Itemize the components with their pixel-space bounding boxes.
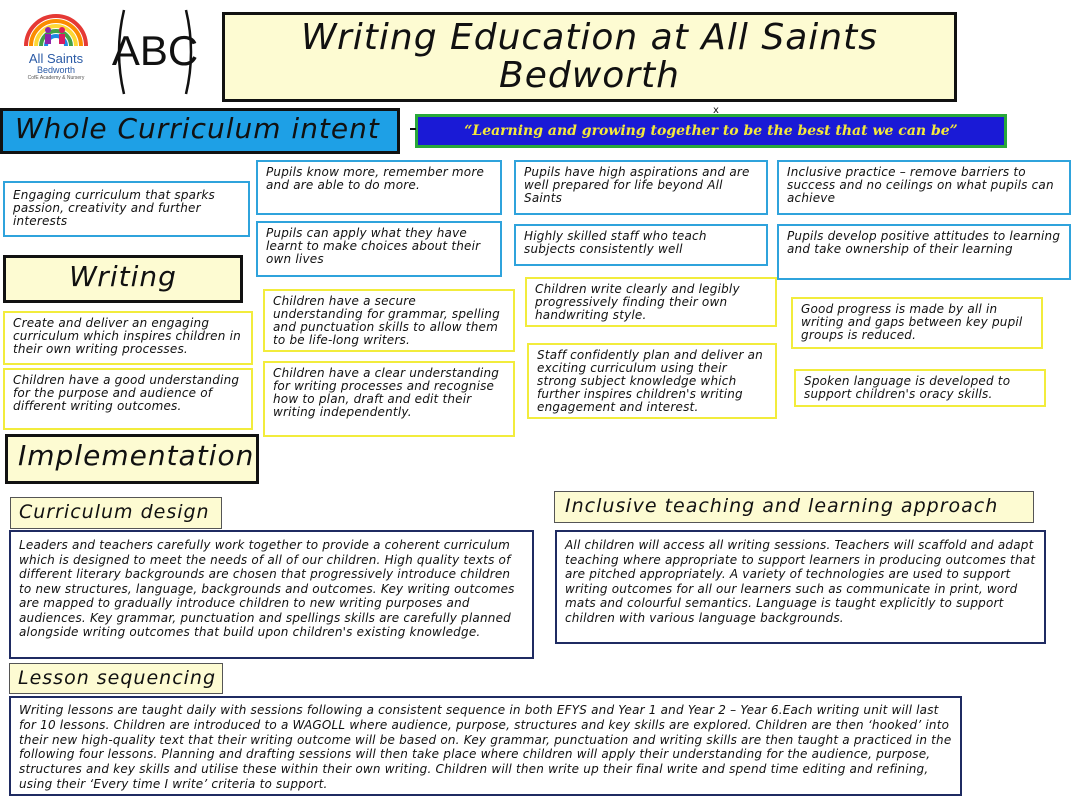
writing-heading: Writing [3, 255, 243, 303]
curriculum-design-text: Leaders and teachers carefully work together to provide a coherent curriculum which is designed to meet the needs of all of our children. High quality texts of different literary backgrounds are chosen that progressively introduce children to new structures, language, backgrounds and outcomes. Key writing outcomes are mapped to gradually introduce children to new writing purposes and audiences. Key grammar, punctuation and spellings skills are carefully planned alongside writing outcomes that build upon children's existing knowledge. [9, 530, 534, 659]
inclusive-text: All children will access all writing sessions. Teachers will scaffold and adapt teaching where appropriate to support learners in producing outcomes that are pitched appropriately. A variety of technologies are used to support writing outcomes for all our learners such as communicate in print, word mats and colourful semantics. Language is taught explicitly to support children with various language backgrounds. [555, 530, 1046, 644]
writing-point: Create and deliver an engaging curriculum which inspires children in their own writing processes. [3, 311, 253, 365]
school-logo [18, 8, 94, 88]
writing-point: Children have a good understanding for the purpose and audience of different writing outcomes. [3, 368, 253, 430]
intent-point: Pupils know more, remember more and are able to do more. [256, 160, 502, 215]
intent-point: Pupils develop positive attitudes to learning and take ownership of their learning [777, 224, 1071, 280]
writing-point: Staff confidently plan and deliver an exciting curriculum using their strong subject knowledge which further inspires children's writing engagement and interest. [527, 343, 777, 419]
motto-tick: x [713, 105, 719, 116]
title-line-2: Bedworth [499, 55, 680, 96]
lesson-sequencing-label: Lesson sequencing [9, 663, 223, 694]
intent-point: Pupils have high aspirations and are well prepared for life beyond All Saints [514, 160, 768, 215]
implementation-heading: Implementation [5, 434, 259, 484]
intent-point: Engaging curriculum that sparks passion, creativity and further interests [3, 181, 250, 237]
writing-point: Good progress is made by all in writing and gaps between key pupil groups is reduced. [791, 297, 1043, 349]
title-line-1: Writing Education at All Saints [301, 17, 878, 58]
logo-name: All Saints [28, 51, 84, 66]
writing-point: Children have a clear understanding for writing processes and recognise how to plan, draft and edit their writing independently. [263, 361, 515, 437]
intent-heading: Whole Curriculum intent [0, 108, 400, 154]
rainbow-family-icon [18, 8, 94, 48]
abc-text: ABC [111, 27, 199, 74]
school-motto [415, 114, 1007, 148]
intent-point: Highly skilled staff who teach subjects consistently well [514, 224, 768, 266]
writing-point: Spoken language is developed to support children's oracy skills. [794, 369, 1046, 407]
writing-point: Children write clearly and legibly progressively finding their own handwriting style. [525, 277, 777, 327]
inclusive-label: Inclusive teaching and learning approach [554, 491, 1034, 523]
motto-text: “Learning and growing together to be the best that we can be” [464, 123, 958, 139]
intent-point: Inclusive practice – remove barriers to success and no ceilings on what pupils can achieve [777, 160, 1071, 215]
abc-logo [110, 6, 200, 98]
page-title [222, 12, 957, 102]
logo-place: Bedworth [36, 65, 76, 75]
lesson-sequencing-text: Writing lessons are taught daily with sessions following a consistent sequence in both EFYS and Year 1 and Year 2 – Year 6.Each writing unit will last for 10 lessons. Children are introduced to a WAGOLL where audience, purpose, structures and key skills are explored. Children are then ‘hooked’ into their new high-quality text that their writing outcome will be based on. Key grammar, punctuation and writing skills are then taught a practiced in the following four lessons. Planning and drafting sessions will then take place where children will apply their understanding for the audience, purpose, structures and key skills and utilise these within their own writing. Children will then write up their final write and spend time editing and refining, using their ‘Every time I write’ criteria to support. [9, 696, 962, 796]
logo-tagline: CofE Academy & Nursery [27, 75, 85, 81]
motto-connector [410, 128, 416, 130]
intent-point: Pupils can apply what they have learnt to make choices about their own lives [256, 221, 502, 277]
writing-point: Children have a secure understanding for grammar, spelling and punctuation skills to allow them to be life-long writers. [263, 289, 515, 352]
curriculum-design-label: Curriculum design [10, 497, 222, 529]
